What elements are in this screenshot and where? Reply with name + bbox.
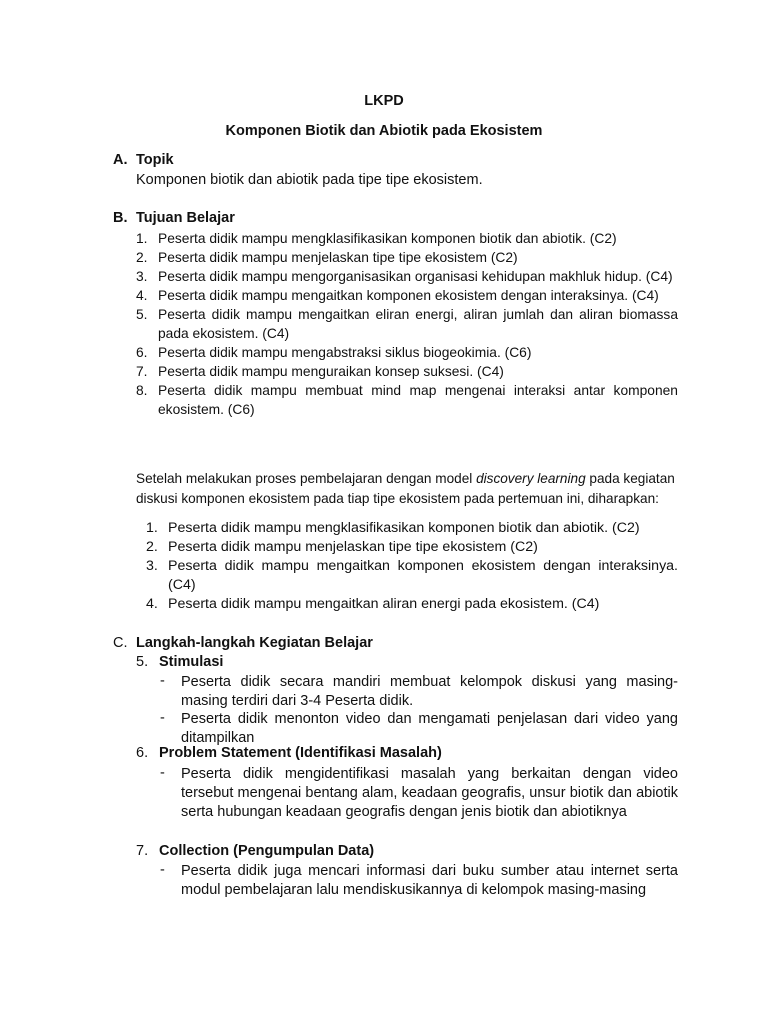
list-item — [146, 538, 678, 557]
list-number: 6. — [136, 345, 148, 360]
list-text: Peserta didik mampu mengklasifikasikan komponen biotik dan abiotik. (C2) — [168, 520, 640, 536]
section-a-text: Komponen biotik dan abiotik pada tipe tipe ekosistem. — [136, 172, 483, 188]
list-item — [136, 381, 678, 419]
list-item — [136, 267, 678, 286]
list-text: Peserta didik mampu menjelaskan tipe tipe ekosistem (C2) — [158, 250, 518, 265]
step-heading: Stimulasi — [159, 654, 224, 670]
list-text: Peserta didik mampu membuat mind map mengenai interaksi antar komponen ekosistem. (C6) — [158, 383, 678, 417]
list-text: Peserta didik mampu mengorganisasikan organisasi kehidupan makhluk hidup. (C4) — [158, 269, 673, 284]
list-item — [136, 248, 678, 267]
expected-outcomes-list — [146, 519, 678, 614]
list-item — [146, 557, 678, 595]
objectives-list — [136, 229, 678, 419]
section-b-heading: Tujuan Belajar — [136, 210, 235, 226]
list-number: 5. — [136, 307, 148, 322]
step-number: 6. — [136, 745, 149, 761]
step-bullet: Peserta didik mengidentifikasi masalah yang berkaitan dengan video tersebut mengenai bentang alam, keadaan geografis, unsur biotik dan abiotik serta hubungan keadaan geografis dengan jenis biotik dan abiotiknya — [181, 766, 678, 820]
step-heading: Problem Statement (Identifikasi Masalah) — [159, 745, 442, 761]
list-number: 1. — [136, 231, 148, 246]
intro-text: Setelah melakukan proses pembelajaran dengan model — [136, 471, 477, 486]
list-item — [136, 229, 678, 248]
list-text: Peserta didik mampu mengklasifikasikan komponen biotik dan abiotik. (C2) — [158, 231, 617, 246]
list-text: Peserta didik mampu mengabstraksi siklus biogeokimia. (C6) — [158, 345, 532, 360]
list-text: Peserta didik mampu menguraikan konsep suksesi. (C4) — [158, 364, 504, 379]
list-item — [136, 286, 678, 305]
list-number: 8. — [136, 383, 148, 398]
objectives-intro-paragraph — [136, 469, 678, 509]
section-a-letter: A. — [113, 152, 128, 168]
list-number: 1. — [146, 520, 158, 536]
list-text: Peserta didik mampu menjelaskan tipe tipe ekosistem (C2) — [168, 539, 538, 555]
step-bullet: Peserta didik secara mandiri membuat kelompok diskusi yang masing-masing terdiri dari 3-4 Peserta didik. — [181, 674, 678, 709]
list-text: Peserta didik mampu mengaitkan komponen ekosistem dengan interaksinya. (C4) — [168, 558, 678, 593]
bullet-dash: - — [160, 673, 165, 689]
step-bullet: Peserta didik menonton video dan mengamati penjelasan dari video yang ditampilkan — [181, 711, 678, 746]
intro-text: pada kegiatan diskusi komponen ekosistem pada tiap tipe ekosistem pada pertemuan ini, diharapkan: — [136, 471, 675, 506]
bullet-dash: - — [160, 765, 165, 781]
list-number: 7. — [136, 364, 148, 379]
bullet-dash: - — [160, 862, 165, 878]
list-item — [146, 595, 678, 614]
section-c-letter: C. — [113, 635, 128, 651]
list-number: 4. — [146, 596, 158, 612]
list-text: Peserta didik mampu mengaitkan eliran energi, aliran jumlah dan aliran biomassa pada ekosistem. (C4) — [158, 307, 678, 341]
step-number: 5. — [136, 654, 149, 670]
step-number: 7. — [136, 843, 149, 859]
list-number: 4. — [136, 288, 148, 303]
list-number: 2. — [136, 250, 148, 265]
list-number: 3. — [136, 269, 148, 284]
step-heading: Collection (Pengumpulan Data) — [159, 843, 375, 859]
list-number: 3. — [146, 558, 158, 574]
list-item — [136, 362, 678, 381]
section-b-letter: B. — [113, 210, 128, 226]
step-bullet: Peserta didik juga mencari informasi dari buku sumber atau internet serta modul pembelajaran lalu mendiskusikannya di kelompok masing-masing — [181, 863, 678, 898]
list-number: 2. — [146, 539, 158, 555]
section-a-heading: Topik — [136, 152, 174, 168]
list-item — [136, 305, 678, 343]
list-text: Peserta didik mampu mengaitkan komponen ekosistem dengan interaksinya. (C4) — [158, 288, 659, 303]
section-c-heading: Langkah-langkah Kegiatan Belajar — [136, 635, 373, 651]
intro-italic-term: discovery learning — [476, 471, 586, 486]
list-item — [146, 519, 678, 538]
document-subtitle: Komponen Biotik dan Abiotik pada Ekosistem — [225, 123, 543, 139]
list-text: Peserta didik mampu mengaitkan aliran energi pada ekosistem. (C4) — [168, 596, 600, 612]
bullet-dash: - — [160, 710, 165, 726]
list-item — [136, 343, 678, 362]
document-title: LKPD — [364, 93, 404, 109]
